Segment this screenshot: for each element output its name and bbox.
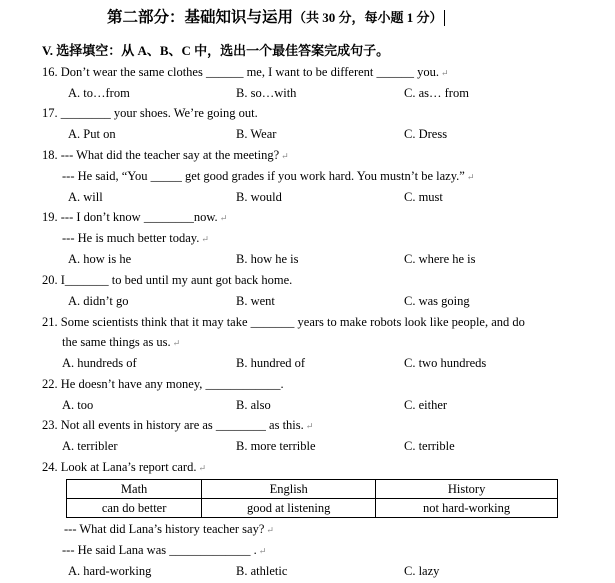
question-23 — [42, 417, 313, 434]
q23-option-c: C. terrible — [404, 439, 455, 453]
question-stem: 24. Look at Lana’s report card. — [42, 460, 197, 474]
question-stem: 19. --- I don’t know ________now. — [42, 210, 218, 224]
question-19 — [42, 209, 227, 226]
question-stem: 17. ________ your shoes. We’re going out. — [42, 106, 258, 120]
question-stem: the same things as us. — [62, 335, 171, 349]
q23-option-a: A. terribler — [62, 439, 118, 453]
question-21 — [42, 314, 525, 330]
question-17 — [42, 105, 258, 121]
table-row — [67, 499, 558, 518]
paragraph-mark: ↵ — [201, 234, 209, 244]
question-19-line2 — [62, 230, 209, 247]
q17-option-a: A. Put on — [68, 127, 116, 141]
question-16 — [42, 64, 449, 81]
q22-option-b: B. also — [236, 398, 271, 412]
q22-option-c: C. either — [404, 398, 448, 412]
q20-option-a: A. didn’t go — [68, 294, 129, 308]
question-stem: 22. He doesn’t have any money, ____________. — [42, 377, 284, 391]
question-stem: --- He said Lana was _____________ . — [62, 543, 257, 557]
cell-english-comment: good at listening — [202, 499, 376, 518]
question-stem: 20. I_______ to bed until my aunt got back home. — [42, 273, 293, 287]
q19-option-c: C. where he is — [404, 252, 476, 266]
paragraph-mark: ↵ — [219, 213, 228, 223]
question-stem: 16. Don’t wear the same clothes ______ me, I want to be different ______ you. — [42, 65, 440, 79]
paragraph-mark: ↵ — [258, 546, 267, 556]
question-18 — [42, 147, 289, 164]
cell-math-comment: can do better — [67, 499, 202, 518]
paragraph-mark: ↵ — [266, 525, 274, 535]
q19-option-a: A. how is he — [68, 252, 132, 266]
question-21-line2 — [62, 334, 180, 351]
q17-option-b: B. Wear — [236, 127, 277, 141]
q16-option-a: A. to…from — [68, 86, 130, 100]
table-header-row — [67, 480, 558, 499]
question-22 — [42, 376, 284, 392]
question-24-line2 — [64, 521, 274, 538]
q23-option-b: B. more terrible — [236, 439, 316, 453]
q24-option-a: A. hard-working — [68, 564, 152, 578]
paragraph-mark: ↵ — [172, 338, 181, 348]
header-cell-history: History — [376, 480, 558, 499]
part-title-main: 第二部分：基础知识与运用 — [107, 9, 294, 26]
question-stem: 18. --- What did the teacher say at the meeting? — [42, 148, 280, 162]
header-cell-math: Math — [67, 480, 202, 499]
q22-option-a: A. too — [62, 398, 94, 412]
q20-option-c: C. was going — [404, 294, 470, 308]
question-stem: 21. Some scientists think that it may take _______ years to make robots look like people, and do — [42, 315, 525, 329]
q17-option-c: C. Dress — [404, 127, 448, 141]
question-stem: 23. Not all events in history are as ________ as this. — [42, 418, 304, 432]
q21-option-c: C. two hundreds — [404, 356, 487, 370]
report-card-table — [66, 479, 558, 518]
question-24 — [42, 459, 206, 476]
q18-option-a: A. will — [68, 190, 103, 204]
q16-option-c: C. as… from — [404, 86, 469, 100]
paragraph-mark: ↵ — [198, 463, 207, 473]
q19-option-b: B. how he is — [236, 252, 299, 266]
question-20 — [42, 272, 292, 288]
q21-option-b: B. hundred of — [236, 356, 306, 370]
header-cell-english: English — [202, 480, 376, 499]
q18-option-c: C. must — [404, 190, 443, 204]
question-stem: --- He is much better today. — [62, 231, 200, 245]
paragraph-mark: ↵ — [305, 421, 314, 431]
q20-option-b: B. went — [236, 294, 275, 308]
q21-option-a: A. hundreds of — [62, 356, 137, 370]
part-title — [107, 8, 445, 28]
section-heading: V. 选择填空：从 A、B、C 中，选出一个最佳答案完成句子。 — [42, 43, 390, 58]
q24-option-b: B. athletic — [236, 564, 288, 578]
paragraph-mark: ↵ — [441, 68, 449, 78]
question-24-line3 — [62, 542, 266, 559]
text-cursor — [444, 10, 445, 26]
question-18-line2 — [62, 168, 474, 185]
cell-history-comment: not hard-working — [376, 499, 558, 518]
part-title-sub: （共 30 分，每小题 1 分） — [293, 10, 443, 25]
question-stem: --- What did Lana’s history teacher say? — [64, 522, 265, 536]
q24-option-c: C. lazy — [404, 564, 440, 578]
q16-option-b: B. so…with — [236, 86, 297, 100]
q18-option-b: B. would — [236, 190, 282, 204]
paragraph-mark: ↵ — [281, 151, 289, 161]
paragraph-mark: ↵ — [466, 172, 475, 182]
question-stem: --- He said, “You _____ get good grades if you work hard. You mustn’t be lazy.” — [62, 169, 465, 183]
